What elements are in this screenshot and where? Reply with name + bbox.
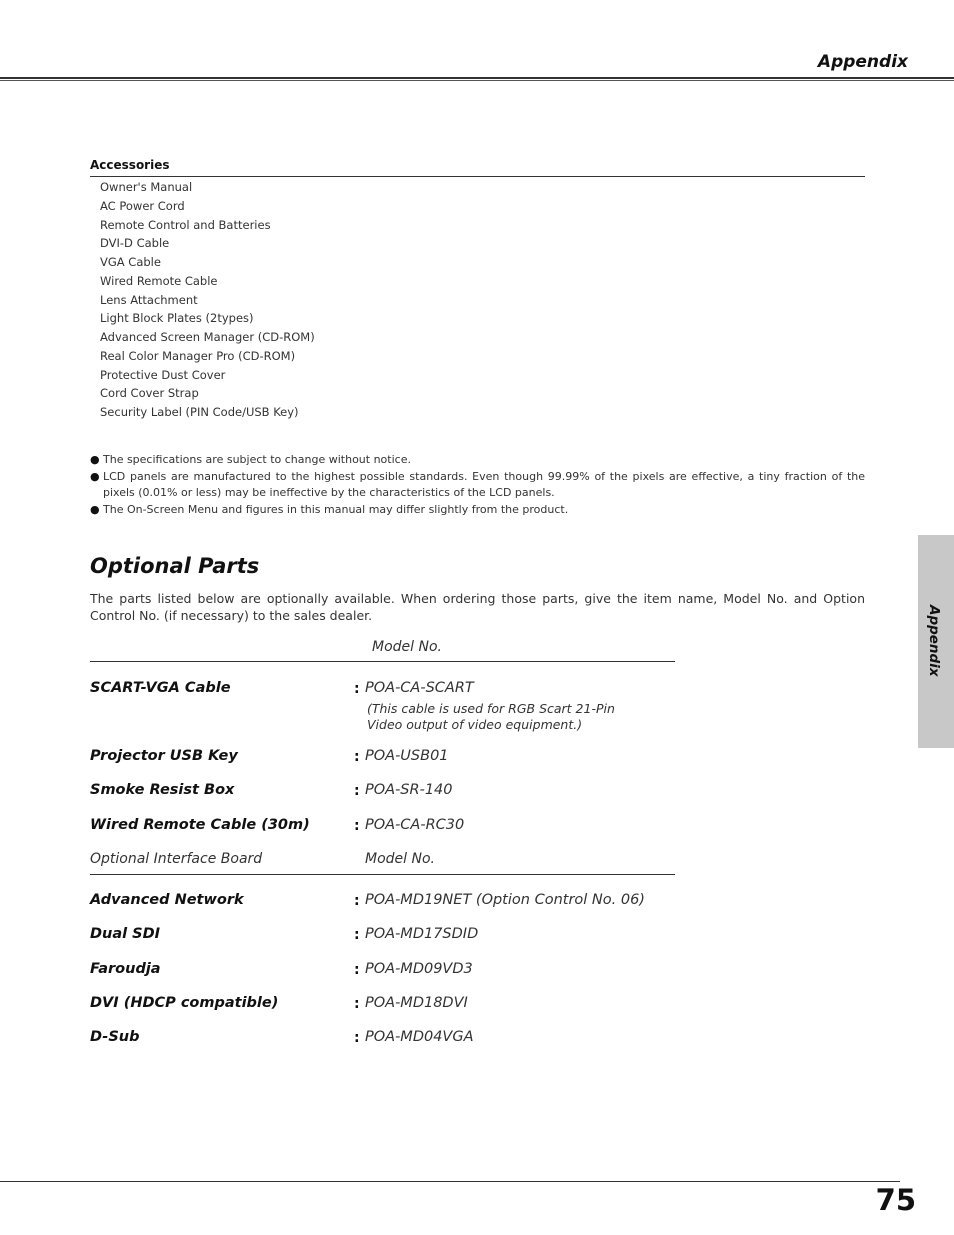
separator-colon: : (354, 1030, 360, 1046)
header-rule-thin (0, 80, 954, 81)
model-column-header: Model No. (372, 639, 442, 655)
interface-column-header: Optional Interface Board (90, 851, 263, 867)
separator-colon: : (354, 818, 360, 834)
interface-name: Advanced Network (90, 892, 244, 908)
interface-name: D-Sub (90, 1029, 140, 1045)
note-item (90, 452, 865, 469)
interface-model: POA-MD17SDID (365, 926, 479, 942)
page-number: 75 (875, 1183, 916, 1217)
list-item: Cord Cover Strap (100, 386, 199, 401)
accessories-title: Accessories (90, 158, 170, 172)
bullet-icon: ● (90, 502, 100, 516)
list-item: Protective Dust Cover (100, 367, 226, 382)
note-text: LCD panels are manufactured to the highest possible standards. Even though 99.99% of the pixels are effective, a tiny fraction of the pixels (0.01% or less) may be ineffective by the characteristics of the LCD panels. (103, 469, 865, 499)
part-model: POA-CA-SCART (365, 680, 474, 696)
separator-colon: : (354, 893, 360, 909)
separator-colon: : (354, 996, 360, 1012)
list-item: Wired Remote Cable (100, 273, 218, 288)
accessories-list (100, 178, 315, 422)
part-model: POA-SR-140 (365, 782, 453, 798)
part-name: SCART-VGA Cable (90, 680, 231, 696)
separator-colon: : (354, 962, 360, 978)
bullet-icon: ● (90, 453, 100, 466)
bullet-icon: ● (90, 469, 100, 483)
interface-model: POA-MD04VGA (365, 1029, 474, 1045)
table-rule (90, 874, 675, 875)
list-item: Owner's Manual (100, 180, 193, 194)
list-item: Real Color Manager Pro (CD-ROM) (100, 348, 296, 363)
interface-model: POA-MD19NET (Option Control No. 06) (365, 892, 645, 908)
table-rule (90, 661, 675, 662)
list-item: Lens Attachment (100, 292, 198, 307)
section-title: Appendix (817, 52, 908, 72)
note-item (90, 469, 865, 502)
list-item: Advanced Screen Manager (CD-ROM) (100, 330, 315, 344)
separator-colon: : (354, 927, 360, 943)
header-rule (0, 77, 954, 79)
part-model: POA-CA-RC30 (365, 817, 465, 833)
part-name: Smoke Resist Box (90, 782, 235, 798)
interface-model: POA-MD09VD3 (365, 961, 473, 977)
side-tab-label: Appendix (926, 605, 942, 677)
optional-parts-title: Optional Parts (90, 554, 260, 578)
part-note: (This cable is used for RGB Scart 21-Pin Video output of video equipment.) (367, 701, 615, 732)
separator-colon: : (354, 681, 360, 697)
note-item (90, 502, 865, 519)
list-item: Remote Control and Batteries (100, 217, 271, 232)
interface-name: Faroudja (90, 961, 161, 977)
part-name: Wired Remote Cable (30m) (90, 817, 310, 833)
list-item: Security Label (PIN Code/USB Key) (100, 405, 299, 419)
list-item: Light Block Plates (2types) (100, 311, 254, 326)
note-text: The On-Screen Menu and figures in this manual may differ slightly from the product. (103, 502, 569, 516)
interface-name: Dual SDI (90, 926, 161, 942)
interface-model: POA-MD18DVI (365, 995, 468, 1011)
part-name: Projector USB Key (90, 748, 238, 764)
notes-block (90, 452, 865, 518)
list-item: DVI-D Cable (100, 236, 170, 251)
accessories-rule (90, 176, 865, 177)
interface-name: DVI (HDCP compatible) (90, 995, 279, 1011)
interface-model-column-header: Model No. (365, 851, 435, 867)
note-text: The specifications are subject to change without notice. (103, 453, 411, 466)
optional-parts-intro: The parts listed below are optionally available. When ordering those parts, give the item name, Model No. and Option Control No. (if necessary) to the sales dealer. (90, 591, 865, 623)
list-item: VGA Cable (100, 255, 161, 269)
separator-colon: : (354, 749, 360, 765)
footer-rule (0, 1181, 900, 1182)
part-model: POA-USB01 (365, 748, 449, 764)
side-tab (918, 535, 954, 748)
list-item: AC Power Cord (100, 198, 185, 213)
separator-colon: : (354, 783, 360, 799)
